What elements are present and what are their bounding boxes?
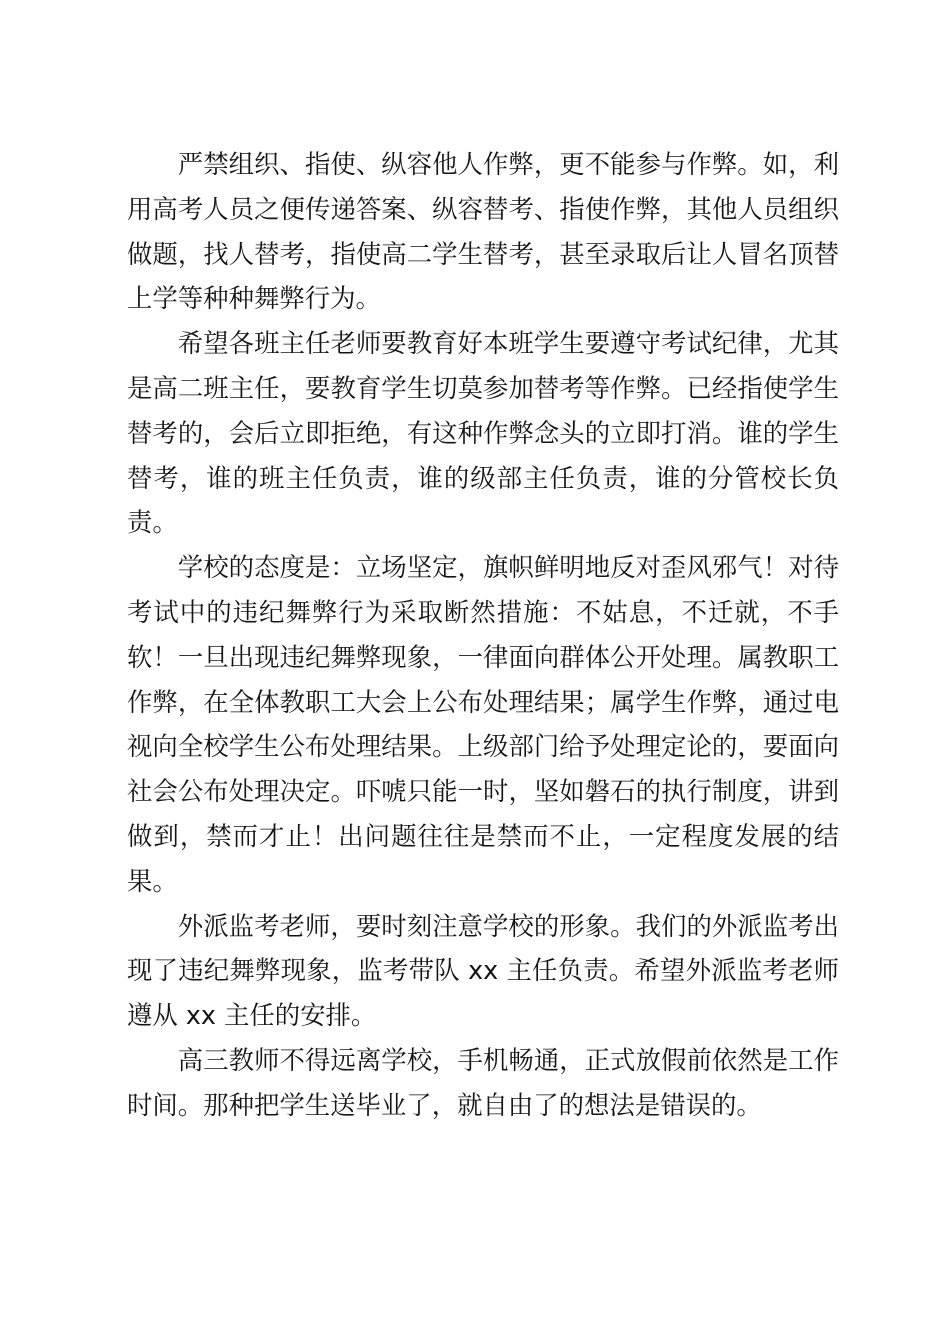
paragraph-exam-cheating-ban: 严禁组织、指使、纵容他人作弊，更不能参与作弊。如，利用高考人员之便传递答案、纵容替考、指使作弊，其他人员组织做题，找人替考，指使高二学生替考，甚至录取后让人冒名顶替上学等种种舞弊行为。 bbox=[127, 149, 839, 314]
paragraph-senior-teachers: 高三教师不得远离学校，手机畅通，正式放假前依然是工作时间。那种把学生送毕业了，就自由了的想法是错误的。 bbox=[127, 1044, 839, 1120]
paragraph-external-proctors: 外派监考老师，要时刻注意学校的形象。我们的外派监考出现了违纪舞弊现象，监考带队 xx 主任负责。希望外派监考老师遵从 xx 主任的安排。 bbox=[127, 910, 839, 1031]
document-body bbox=[127, 142, 839, 1128]
paragraph-head-teacher-duty: 希望各班主任老师要教育好本班学生要遵守考试纪律，尤其是高二班主任，要教育学生切莫参加替考等作弊。已经指使学生替考的，会后立即拒绝，有这种作弊念头的立即打消。谁的学生替考，谁的班主任负责，谁的级部主任负责，谁的分管校长负责。 bbox=[127, 328, 839, 538]
paragraph-school-attitude: 学校的态度是：立场坚定，旗帜鲜明地反对歪风邪气！对待考试中的违纪舞弊行为采取断然措施：不姑息，不迁就，不手软！一旦出现违纪舞弊现象，一律面向群体公开处理。属教职工作弊，在全体教职工大会上公布处理结果；属学生作弊，通过电视向全校学生公布处理结果。上级部门给予处理定论的，要面向社会公布处理决定。吓唬只能一时，坚如磐石的执行制度，讲到做到，禁而才止！出问题往往是禁而不止，一定程度发展的结果。 bbox=[127, 552, 839, 896]
